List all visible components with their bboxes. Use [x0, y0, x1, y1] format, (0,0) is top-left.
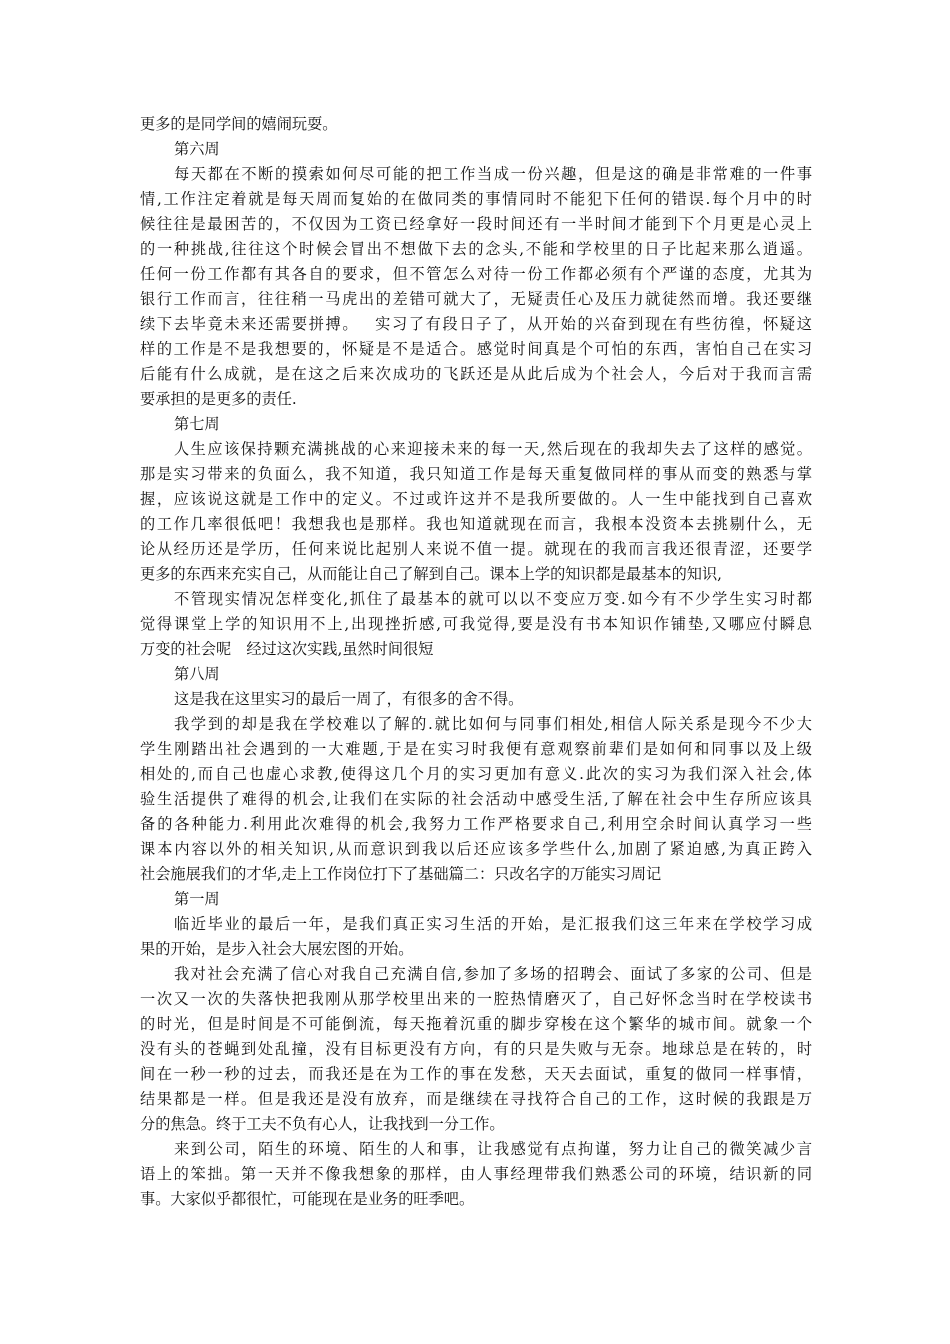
text-line: 后能有什么成就，是在这之后来次成功的飞跃还是从此后成为个社会人，今后对于我而言需: [140, 365, 812, 383]
text-line: 验生活提供了难得的机会,让我们在实际的社会活动中感受生活,了解在社会中生存所应该具: [140, 790, 812, 808]
text-line: 语上的笨拙。第一天并不像我想象的那样，由人事经理带我们熟悉公司的环境，结识新的同: [140, 1165, 812, 1183]
text-line: 续下去毕竟未来还需要拼搏。 实习了有段日子了，从开始的兴奋到现在有些彷徨，怀疑这: [140, 315, 812, 333]
text-line: 银行工作而言，往往稍一马虎出的差错可就大了，无疑责任心及压力就徒然而增。我还要继: [140, 290, 812, 308]
text-line: 间在一秒一秒的过去，而我还是在为工作的事在发愁，天天去面试，重复的做同一样事情，: [140, 1065, 812, 1083]
text-line: 学生刚踏出社会遇到的一大难题,于是在实习时我便有意观察前辈们是如何和同事以及上级: [140, 740, 812, 758]
text-line: 一次又一次的失落快把我刚从那学校里出来的一腔热情磨灭了，自己好怀念当时在学校读书: [140, 990, 812, 1008]
text-line: 万变的社会呢 经过这次实践,虽然时间很短: [140, 640, 434, 658]
text-line: 第一周: [174, 890, 220, 908]
text-line: 每天都在不断的摸索如何尽可能的把工作当成一份兴趣，但是这的确是非常难的一件事: [174, 165, 812, 183]
text-line: 结果都是一样。但是我还是没有放弃，而是继续在寻找符合自己的工作，这时候的我跟是万: [140, 1090, 812, 1108]
text-line: 的工作几率很低吧！我想我也是那样。我也知道就现在而言，我根本没资本去挑剔什么，无: [140, 515, 812, 533]
text-line: 握，应该说这就是工作中的定义。不过或许这并不是我所要做的。人一生中能找到自己喜欢: [140, 490, 812, 508]
text-line: 的时光，但是时间是不可能倒流，每天拖着沉重的脚步穿梭在这个繁华的城市间。就象一个: [140, 1015, 812, 1033]
text-line: 人生应该保持颗充满挑战的心来迎接未来的每一天,然后现在的我却失去了这样的感觉。: [174, 440, 812, 458]
text-line: 备的各种能力.利用此次难得的机会,我努力工作严格要求自己,利用空余时间认真学习一些: [140, 815, 812, 833]
text-line: 不管现实情况怎样变化,抓住了最基本的就可以以不变应万变.如今有不少学生实习时都: [174, 590, 812, 608]
text-line: 候往往是最困苦的，不仅因为工资已经拿好一段时间还有一半时间才能到下个月更是心灵上: [140, 215, 812, 233]
text-line: 任何一份工作都有其各自的要求，但不管怎么对待一份工作都必须有个严谨的态度，尤其为: [140, 265, 812, 283]
text-line: 那是实习带来的负面么，我不知道，我只知道工作是每天重复做同样的事从而变的熟悉与掌: [140, 465, 812, 483]
text-line: 情,工作注定着就是每天周而复始的在做同类的事情同时不能犯下任何的错误.每个月中的时: [140, 190, 812, 208]
text-line: 相处的,而自己也虚心求教,使得这几个月的实习更加有意义.此次的实习为我们深入社会,体: [140, 765, 812, 783]
text-line: 这是我在这里实习的最后一周了，有很多的舍不得。: [174, 690, 524, 708]
text-line: 来到公司，陌生的环境、陌生的人和事，让我感觉有点拘谨，努力让自己的微笑减少言: [174, 1140, 812, 1158]
text-line: 临近毕业的最后一年，是我们真正实习生活的开始，是汇报我们这三年来在学校学习成: [174, 915, 812, 933]
text-line: 没有头的苍蝇到处乱撞，没有目标更没有方向，有的只是失败与无奈。地球总是在转的，时: [140, 1040, 812, 1058]
text-line: 更多的东西来充实自己，从而能让自己了解到自己。课本上学的知识都是最基本的知识,: [140, 565, 722, 583]
text-line: 样的工作是不是我想要的，怀疑是不是适合。感觉时间真是个可怕的东西，害怕自己在实习: [140, 340, 812, 358]
text-line: 课本内容以外的相关知识,从而意识到我以后还应该多学些什么,加剧了紧迫感,为真正跨入: [140, 840, 812, 858]
text-line: 觉得课堂上学的知识用不上,出现挫折感,可我觉得,要是没有书本知识作铺垫,又哪应付瞬息: [140, 615, 812, 633]
text-line: 我学到的却是我在学校难以了解的.就比如何与同事们相处,相信人际关系是现今不少大: [174, 715, 812, 733]
text-line: 论从经历还是学历，任何来说比起别人来说不值一提。就现在的我而言我还很青涩，还要学: [140, 540, 812, 558]
text-line: 的一种挑战,往往这个时候会冒出不想做下去的念头,不能和学校里的日子比起来那么逍遥。: [140, 240, 812, 258]
text-line: 分的焦急。终于工夫不负有心人，让我找到一分工作。: [140, 1115, 505, 1133]
text-line: 果的开始，是步入社会大展宏图的开始。: [140, 940, 414, 958]
text-line: 社会施展我们的才华,走上工作岗位打下了基础篇二：只改名字的万能实习周记: [140, 865, 662, 883]
text-line: 第八周: [174, 665, 220, 683]
text-line: 更多的是同学间的嬉闹玩耍。: [140, 115, 338, 133]
text-line: 第七周: [174, 415, 220, 433]
text-line: 我对社会充满了信心对我自己充满自信,参加了多场的招聘会、面试了多家的公司、但是: [174, 965, 812, 983]
document-page: [140, 112, 812, 1212]
text-line: 事。大家似乎都很忙，可能现在是业务的旺季吧。: [140, 1190, 475, 1208]
text-line: 第六周: [174, 140, 220, 158]
text-line: 要承担的是更多的责任.: [140, 390, 297, 408]
